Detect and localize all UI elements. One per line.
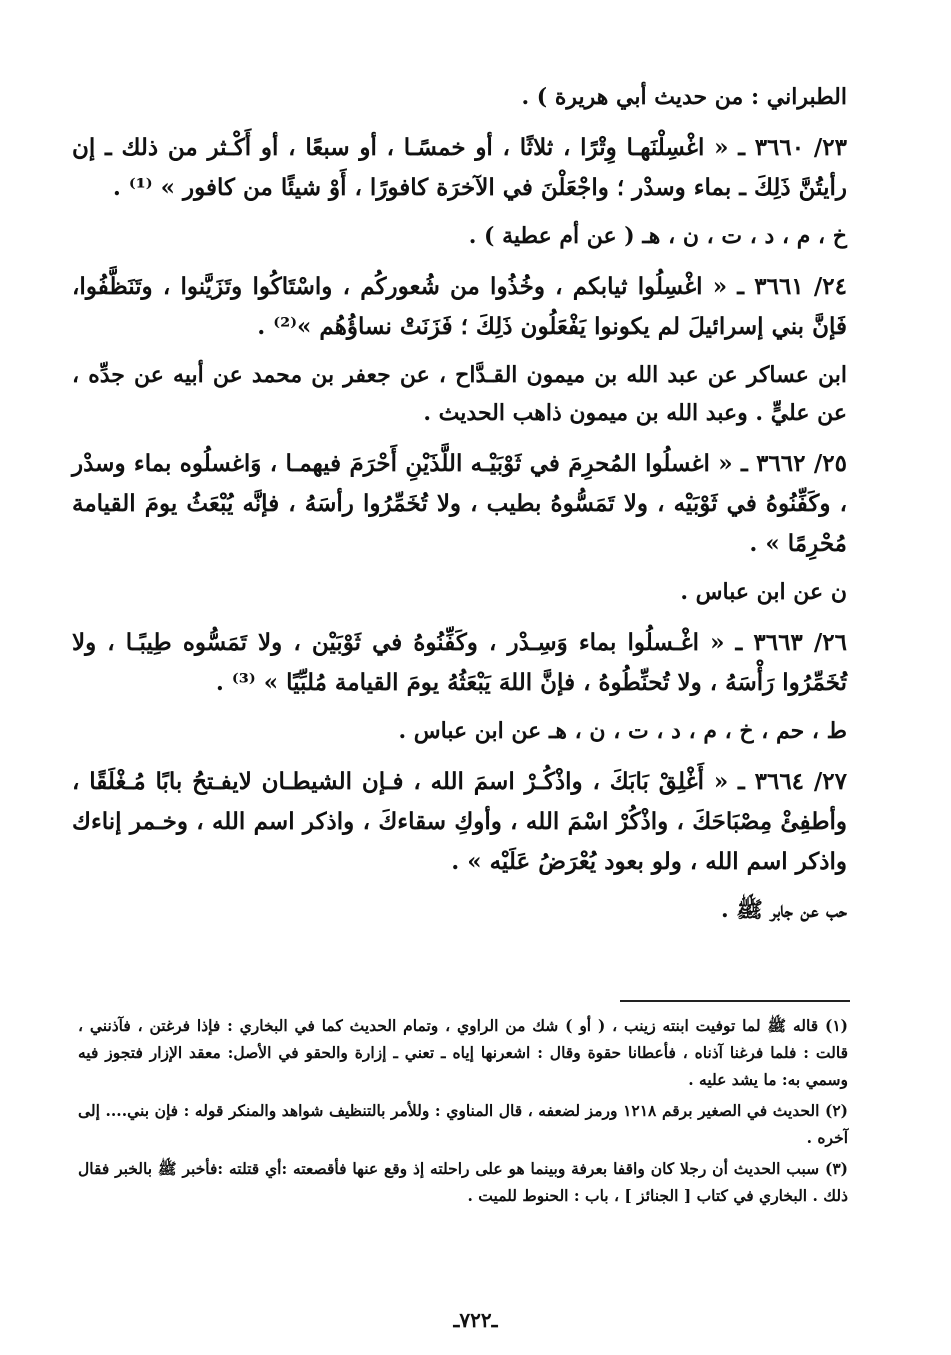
main-text xyxy=(72,78,847,941)
source-25: ن عن ابن عباس . xyxy=(680,579,847,605)
intro-line: الطبراني : من حديث أبي هريرة ) . xyxy=(521,84,847,110)
hadith-23: ٢٣/ ٣٦٦٠ ـ « اغْسِلْنَهـا وِتْرًا ، ثلاثًا ، أو خمسًـا ، أو سبعًا ، أو أَكْـثر من ذلك ـ إن رأيتُنَّ ذَلِكَ ـ بماء وسدْر ؛ واجْعَلْنَ في الآخرَة كافورًا ، أَوْ شيئًا من كافور » ⁽¹⁾ . xyxy=(72,134,847,201)
source-23: خ ، م ، د ، ت ، ن ، هـ ( عن أم عطية ) . xyxy=(468,223,847,249)
hadith-24: ٢٤/ ٣٦٦١ ـ « اغْسِلُوا ثيابكم ، وخُذُوا من شُعوركُم ، واسْتَاكُوا وتَزَيَّنوا ، وتَنَظَّفُوا، فَإنَّ بني إسرائيلَ لم يكونوا يَفْعَلُون ذَلِكَ ؛ فَزَنَتْ نساؤُهُم »⁽²⁾ . xyxy=(72,273,847,340)
hadith-27: ٢٧/ ٣٦٦٤ ـ « أَغْلِقْ بَابَكَ ، واذْكُـرْ اسمَ الله ، فـإن الشيطـان لايفـتحُ بابًا مُـغْلَقًا ، وأطفِئْ مِصْبَاحَكَ ، واذْكُرْ اسْمَ الله ، وأوكِ سقاءكَ ، واذكر اسم الله ، وخـمر إناءك واذكر اسم الله ، ولو بعود يُعْرَضُ عَلَيْه » . xyxy=(72,768,847,875)
footnote-3: (٣) سبب الحديث أن رجلا كان واقفا بعرفة وبينما هو على راحلته إذ وقع عنها فأقصعته :أي قتلته :فأخبر ﷺ بالخبر فقال ذلك . البخاري في كتاب [ الجنائز ] ، باب : الحنوط للميت . xyxy=(78,1159,848,1205)
hadith-26: ٢٦/ ٣٦٦٣ ـ « اغْـسلُوا بماء وَسِـدْر ، وكَفِّنُوهُ في ثَوْبَيْن ، ولا تَمَسُّوه طِيبًـا ، ولا تُخَمِّرُوا رَأْسَهُ ، ولا تُحنِّطُوهُ ، فإنَّ اللهَ يَبْعَثُهُ يومَ القيامة مُلبِّيًا » ⁽³⁾ . xyxy=(72,629,847,696)
source-26: ط ، حم ، خ ، م ، د ، ت ، ن ، هـ عن ابن عباس . xyxy=(398,718,847,744)
footnote-1: (١) قاله ﷺ لما توفيت ابنته زينب ، ( أو ) شك من الراوي ، وتمام الحديث كما في البخاري : فإذا فرغتن ، فآذنني ، قالت : فلما فرغنا آذناه ، فأعطانا حقوة وقال : اشعرنها إياه ـ تعني ـ إزارة والحقو في الأصل: معقد الإزار فتجوز فيه وسمي به: ما يشد عليه . xyxy=(78,1016,848,1089)
page-number: ـ٧٢٢ـ xyxy=(453,1308,498,1332)
footnote-divider xyxy=(620,1000,850,1002)
source-27: حب عن جابر ﷺ . xyxy=(720,897,847,923)
footnotes xyxy=(78,1012,848,1213)
source-24: ابن عساكر عن عبد الله بن ميمون القـدَّاح ، عن جعفر بن محمد عن أبيه عن جدِّه ، عن عليٍّ . وعبد الله بن ميمون ذاهب الحديث . xyxy=(72,362,848,426)
hadith-25: ٢٥/ ٣٦٦٢ ـ « اغسلُوا المُحرِمَ في ثَوْبَيْـه اللَّذَيْنِ أَحْرَمَ فيهمـا ، وَاغسلُوه بماء وسدْر ، وكَفِّنُوهُ في ثَوْبَيْه ، ولا تَمَسُّوهُ بطيب ، ولا تُخَمِّرُوا رأسَهُ ، فإنَّه يُبْعَثُ يومَ القيامة مُحْرِمًا » . xyxy=(72,450,847,557)
footnote-2: (٢) الحديث في الصغير برقم ١٢١٨ ورمز لضعفه ، قال المناوي : وللأمر بالتنظيف شواهد والمنكر قوله : فإن بني.... إلى آخره . xyxy=(78,1101,848,1147)
